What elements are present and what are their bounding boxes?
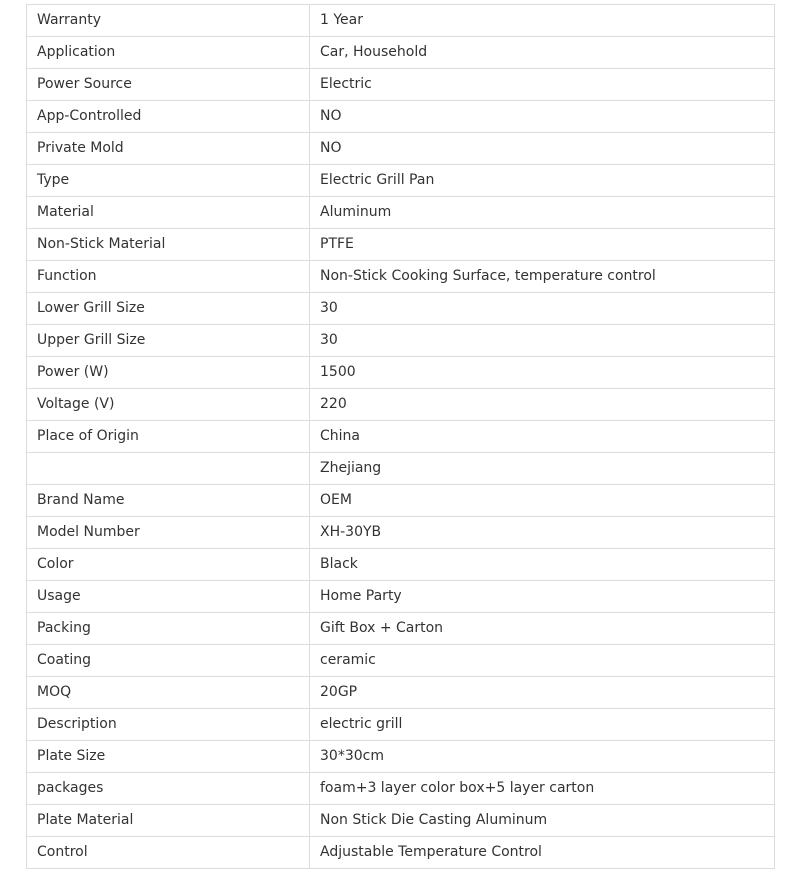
spec-value: Black (310, 549, 775, 581)
spec-label: Model Number (27, 517, 310, 549)
spec-value: NO (310, 101, 775, 133)
table-row (27, 485, 775, 517)
spec-label: Place of Origin (27, 421, 310, 453)
spec-label: Lower Grill Size (27, 293, 310, 325)
table-row (27, 709, 775, 741)
spec-label: Upper Grill Size (27, 325, 310, 357)
spec-label: Voltage (V) (27, 389, 310, 421)
spec-label: Plate Size (27, 741, 310, 773)
table-row (27, 69, 775, 101)
spec-label: Plate Material (27, 805, 310, 837)
spec-label: Warranty (27, 5, 310, 37)
spec-value: Gift Box + Carton (310, 613, 775, 645)
table-row (27, 101, 775, 133)
table-row (27, 645, 775, 677)
table-row (27, 5, 775, 37)
spec-label: Power Source (27, 69, 310, 101)
spec-value: NO (310, 133, 775, 165)
spec-value: Electric (310, 69, 775, 101)
spec-label: Control (27, 837, 310, 869)
table-row (27, 837, 775, 869)
table-row (27, 773, 775, 805)
spec-label: App-Controlled (27, 101, 310, 133)
table-row (27, 133, 775, 165)
spec-value: 20GP (310, 677, 775, 709)
table-row (27, 517, 775, 549)
table-row (27, 165, 775, 197)
table-row (27, 37, 775, 69)
spec-value: foam+3 layer color box+5 layer carton (310, 773, 775, 805)
table-row (27, 677, 775, 709)
spec-label: MOQ (27, 677, 310, 709)
spec-value: 30*30cm (310, 741, 775, 773)
table-row (27, 805, 775, 837)
spec-label: Power (W) (27, 357, 310, 389)
spec-label: packages (27, 773, 310, 805)
spec-label: Color (27, 549, 310, 581)
table-row (27, 197, 775, 229)
spec-label: Coating (27, 645, 310, 677)
table-row (27, 453, 775, 485)
spec-value: electric grill (310, 709, 775, 741)
spec-label: Type (27, 165, 310, 197)
spec-value: 1500 (310, 357, 775, 389)
table-row (27, 613, 775, 645)
spec-value: Zhejiang (310, 453, 775, 485)
spec-value: Electric Grill Pan (310, 165, 775, 197)
spec-value: OEM (310, 485, 775, 517)
spec-label: Description (27, 709, 310, 741)
spec-label: Private Mold (27, 133, 310, 165)
spec-label: Material (27, 197, 310, 229)
spec-value: Non Stick Die Casting Aluminum (310, 805, 775, 837)
spec-label: Function (27, 261, 310, 293)
spec-value: 220 (310, 389, 775, 421)
table-row (27, 357, 775, 389)
spec-value: XH-30YB (310, 517, 775, 549)
spec-label (27, 453, 310, 485)
table-row (27, 325, 775, 357)
spec-value: Home Party (310, 581, 775, 613)
table-row (27, 389, 775, 421)
spec-label: Usage (27, 581, 310, 613)
spec-value: PTFE (310, 229, 775, 261)
spec-value: Car, Household (310, 37, 775, 69)
spec-value: China (310, 421, 775, 453)
spec-value: 30 (310, 293, 775, 325)
table-row (27, 741, 775, 773)
spec-value: Adjustable Temperature Control (310, 837, 775, 869)
spec-label: Non-Stick Material (27, 229, 310, 261)
spec-value: 30 (310, 325, 775, 357)
table-row (27, 261, 775, 293)
spec-table (26, 4, 775, 869)
spec-table-body (27, 5, 775, 869)
spec-value: 1 Year (310, 5, 775, 37)
spec-value: Aluminum (310, 197, 775, 229)
table-row (27, 421, 775, 453)
table-row (27, 549, 775, 581)
spec-value: Non-Stick Cooking Surface, temperature control (310, 261, 775, 293)
table-row (27, 293, 775, 325)
spec-label: Brand Name (27, 485, 310, 517)
spec-value: ceramic (310, 645, 775, 677)
table-row (27, 229, 775, 261)
spec-label: Packing (27, 613, 310, 645)
spec-label: Application (27, 37, 310, 69)
table-row (27, 581, 775, 613)
